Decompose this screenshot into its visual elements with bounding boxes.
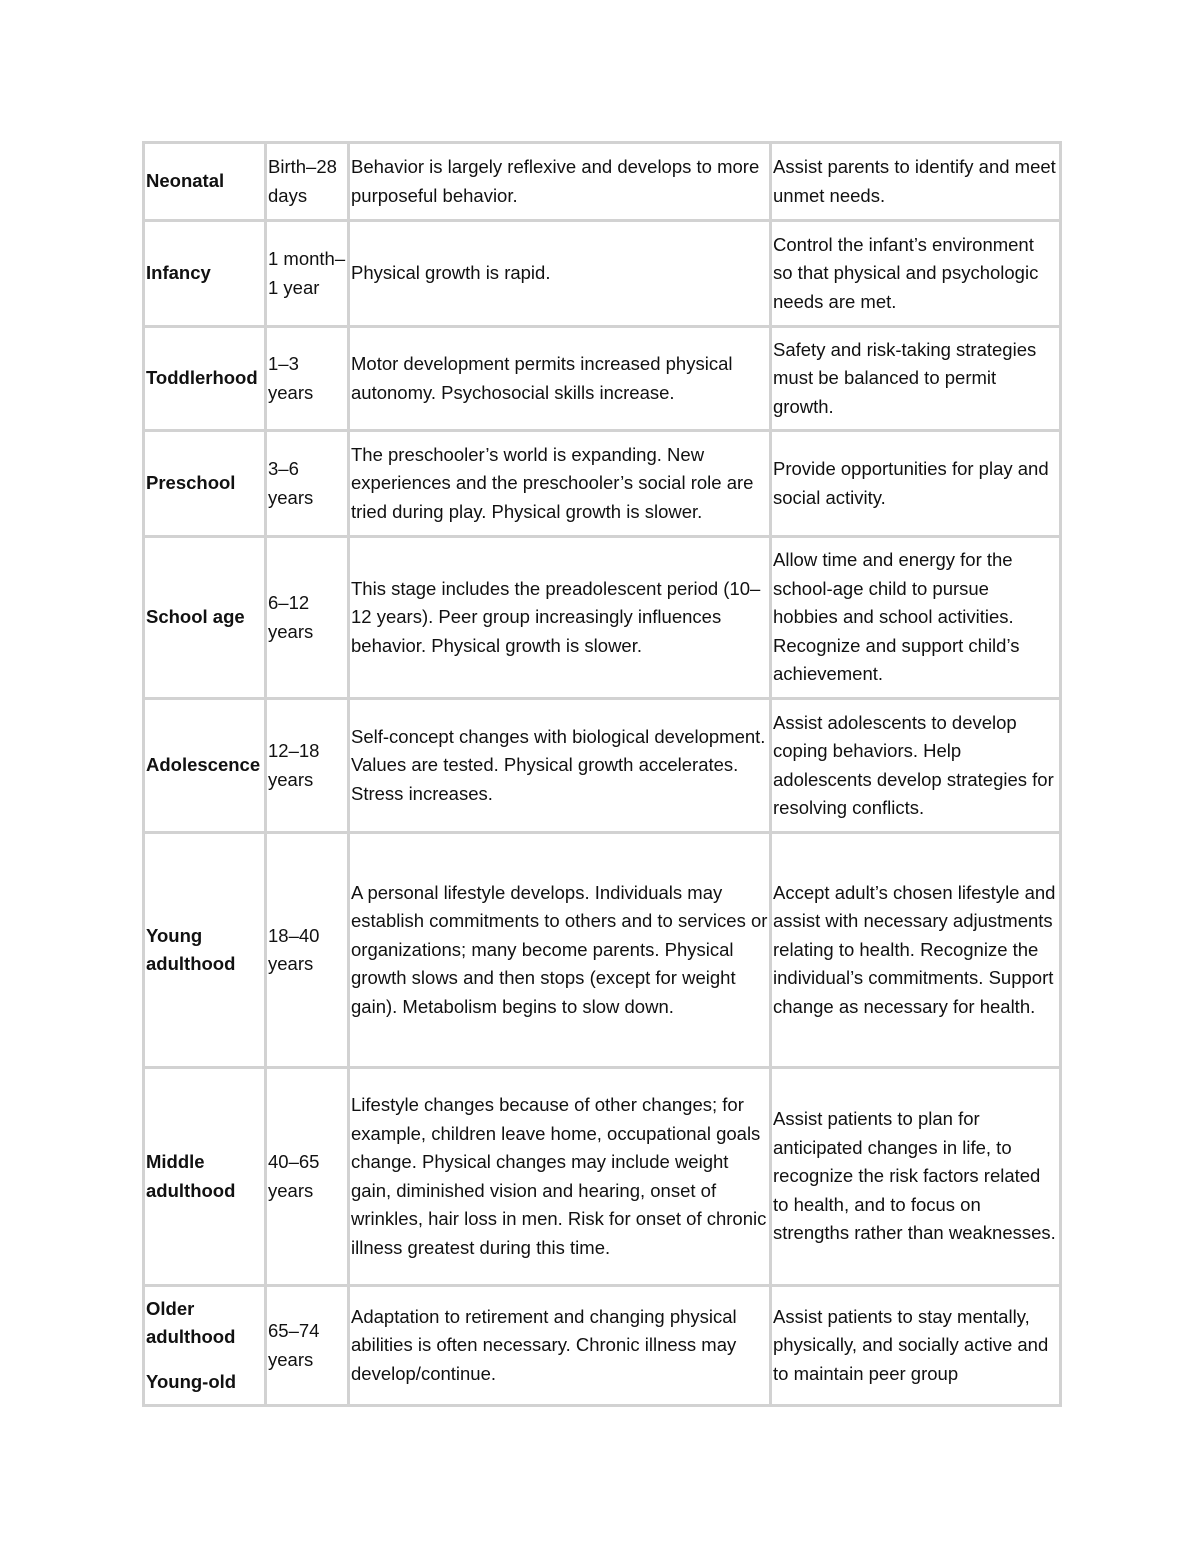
description-cell: Motor development permits increased physical autonomy. Psychosocial skills increase. xyxy=(349,327,771,431)
description-cell: Adaptation to retirement and changing physical abilities is often necessary. Chronic illness may develop/continue. xyxy=(349,1286,771,1406)
table-row xyxy=(144,327,1061,431)
age-range-cell: 3–6 years xyxy=(266,431,349,537)
nursing-intervention-cell: Safety and risk-taking strategies must be balanced to permit growth. xyxy=(771,327,1061,431)
nursing-intervention-cell: Assist patients to stay mentally, physically, and socially active and to maintain peer group xyxy=(771,1286,1061,1406)
stage-name: Young adulthood xyxy=(146,924,236,974)
growth-development-table xyxy=(142,141,1062,1407)
stage-name: Adolescence xyxy=(146,754,261,776)
description-cell: The preschooler’s world is expanding. New experiences and the preschooler’s social role are tried during play. Physical growth is slower. xyxy=(349,431,771,537)
description-cell: This stage includes the preadolescent period (10–12 years). Peer group increasingly influences behavior. Physical growth is slower. xyxy=(349,537,771,699)
nursing-intervention-cell: Allow time and energy for the school-age child to pursue hobbies and school activities. Recognize and support child’s achievement. xyxy=(771,537,1061,699)
table-row xyxy=(144,699,1061,833)
table-row xyxy=(144,143,1061,221)
nursing-intervention-cell: Accept adult’s chosen lifestyle and assist with necessary adjustments relating to health. Recognize the individual’s commitments. Support change as necessary for health. xyxy=(771,833,1061,1068)
table-row xyxy=(144,537,1061,699)
stage-name: Middle adulthood xyxy=(146,1151,236,1201)
nursing-intervention-cell: Assist patients to plan for anticipated changes in life, to recognize the risk factors related to health, and to focus on strengths rather than weaknesses. xyxy=(771,1068,1061,1286)
stage-cell xyxy=(144,221,266,327)
stage-name: Preschool xyxy=(146,472,236,494)
description-cell: Physical growth is rapid. xyxy=(349,221,771,327)
age-range-cell: 6–12 years xyxy=(266,537,349,699)
age-range-cell: 65–74 years xyxy=(266,1286,349,1406)
stage-cell xyxy=(144,143,266,221)
table-row xyxy=(144,1068,1061,1286)
stage-name: Older adulthood xyxy=(146,1297,236,1348)
stage-name: Neonatal xyxy=(146,170,225,192)
stage-name: School age xyxy=(146,606,245,628)
stage-cell xyxy=(144,327,266,431)
stage-cell xyxy=(144,1068,266,1286)
table-row xyxy=(144,431,1061,537)
age-range-cell: 18–40 years xyxy=(266,833,349,1068)
age-range-cell: 40–65 years xyxy=(266,1068,349,1286)
stage-cell xyxy=(144,1286,266,1406)
description-cell: Lifestyle changes because of other changes; for example, children leave home, occupational goals change. Physical changes may include weight gain, diminished vision and hearing, onset of wrinkles, hair loss in men. Risk for onset of chronic illness greatest during this time. xyxy=(349,1068,771,1286)
table-row xyxy=(144,221,1061,327)
stage-cell xyxy=(144,431,266,537)
age-range-cell: 1 month–1 year xyxy=(266,221,349,327)
age-range-cell: 12–18 years xyxy=(266,699,349,833)
description-cell: A personal lifestyle develops. Individuals may establish commitments to others and to services or organizations; many become parents. Physical growth slows and then stops (except for weight gain). Metabolism begins to slow down. xyxy=(349,833,771,1068)
stage-cell xyxy=(144,537,266,699)
description-cell: Behavior is largely reflexive and develops to more purposeful behavior. xyxy=(349,143,771,221)
stage-cell xyxy=(144,833,266,1068)
nursing-intervention-cell: Control the infant’s environment so that physical and psychologic needs are met. xyxy=(771,221,1061,327)
nursing-intervention-cell: Assist parents to identify and meet unmet needs. xyxy=(771,143,1061,221)
table-row xyxy=(144,833,1061,1068)
age-range-cell: Birth–28 days xyxy=(266,143,349,221)
stage-name: Toddlerhood xyxy=(146,367,258,389)
stage-cell xyxy=(144,699,266,833)
description-cell: Self-concept changes with biological development. Values are tested. Physical growth accelerates. Stress increases. xyxy=(349,699,771,833)
nursing-intervention-cell: Assist adolescents to develop coping behaviors. Help adolescents develop strategies for resolving conflicts. xyxy=(771,699,1061,833)
age-range-cell: 1–3 years xyxy=(266,327,349,431)
table-row xyxy=(144,1286,1061,1406)
stage-name: Infancy xyxy=(146,262,211,284)
nursing-intervention-cell: Provide opportunities for play and social activity. xyxy=(771,431,1061,537)
stage-subname: Young-old xyxy=(146,1370,237,1392)
